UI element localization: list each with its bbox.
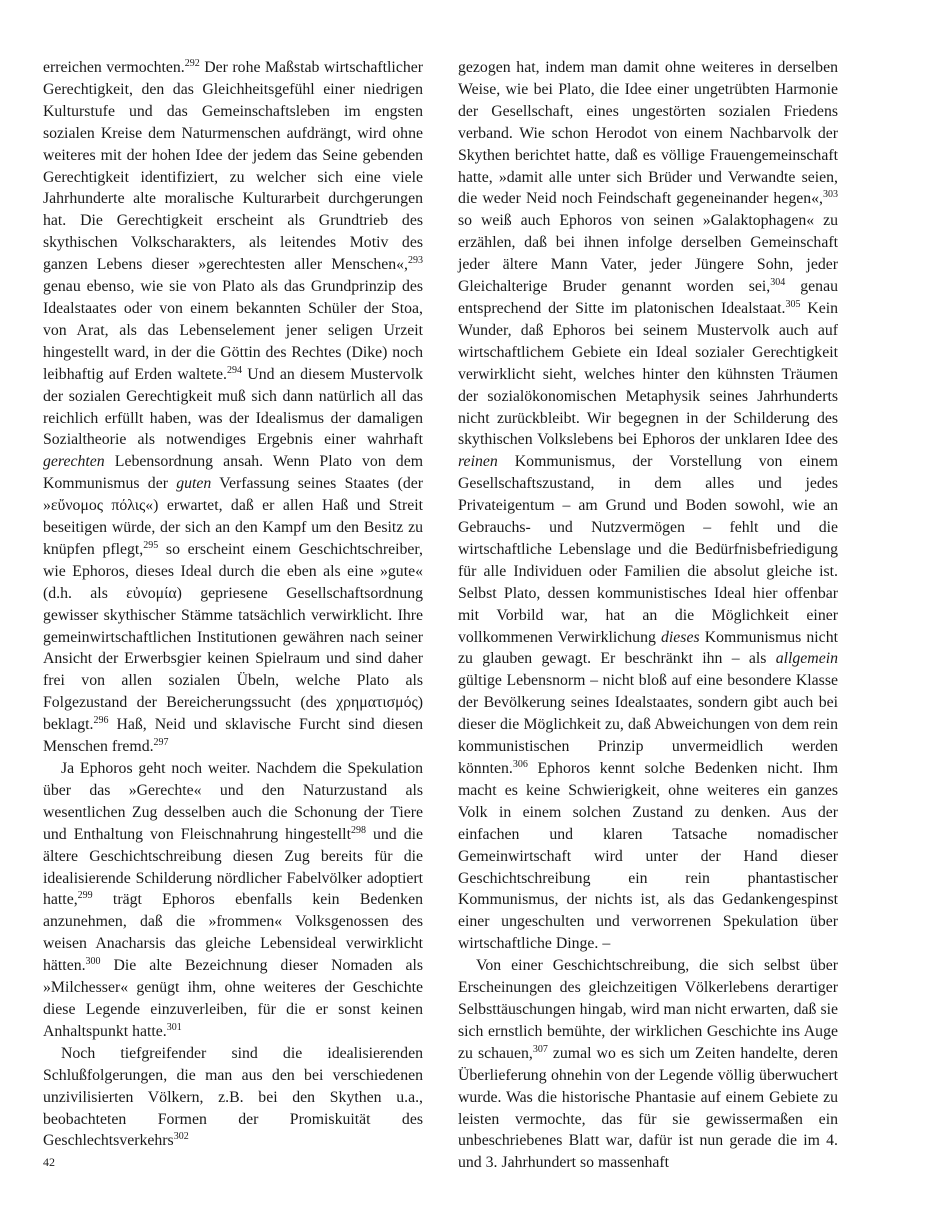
body-text: und die ältere Geschichtschreibung diesen Zug bereits für die idealisierende Schilderung nördlicher Fabelvölker adoptiert hatte, — [43, 825, 423, 909]
emphasis-text: reinen — [458, 453, 498, 471]
body-text: Und an diesem Mustervolk der sozialen Gerechtigkeit muß sich dann natürlich all das reichlich erfüllt haben, was der Idealismus der damaligen Sozialtheorie als notwendiges Ergebnis einer wahrhaft — [43, 365, 423, 449]
body-text: Kein Wunder, daß Ephoros bei seinem Mustervolk auch auf wirtschaftlichem Gebiete ein Ideal sozialer Gerechtigkeit verwirklicht sieht, welches hinter den kühnsten Träumen der sozialökonomischen Metaphysik seines Jahrhunderts nicht zurückbleibt. Wir begegnen in der Schilderung des skythischen Volkslebens bei Ephoros der unklaren Idee des — [458, 299, 838, 449]
body-text: Noch tiefgreifender sind die idealisierenden Schlußfolgerungen, die man aus den bei verschiedenen unzivilisierten Völkern, z.B. bei den Skythen u.a., beobachteten Formen der Promiskuität des Geschlechtsverkehrs — [43, 1044, 423, 1150]
emphasis-text: guten — [176, 475, 212, 493]
emphasis-text: gerechten — [43, 453, 105, 471]
footnote-marker: 292 — [184, 58, 200, 69]
body-text: Haß, Neid und sklavische Furcht sind diesen Menschen fremd. — [43, 716, 423, 756]
paragraph — [43, 57, 423, 758]
footnote-marker: 294 — [226, 364, 242, 376]
body-text: Lebensordnung ansah. Wenn Plato von dem Kommunismus der — [43, 453, 423, 493]
footnote-marker: 300 — [85, 956, 101, 968]
body-text: gezogen hat, indem man damit ohne weiteres in derselben Weise, wie bei Plato, die Idee einer ungetrübten Harmonie der Gesellschaft, eines ungestörten sozialen Friedens verband. Wie schon Herodot von einem Nachbarvolk der Skythen berichtet hatte, daß es völlige Frauengemeinschaft hatte, »damit alle unter sich Brüder und Verwandte seien, die weder Neid noch Feindschaft gegeneinander hegen«, — [458, 59, 838, 208]
emphasis-text: allgemein — [775, 650, 838, 668]
footnote-marker: 304 — [770, 277, 786, 289]
body-text: trägt Ephoros ebenfalls kein Bedenken anzunehmen, daß die »frommen« Volksgenossen des weisen Anacharsis das gleiche Lebensideal verwirklicht hätten. — [43, 891, 423, 975]
body-text: genau entsprechend der Sitte im platonischen Idealstaat. — [458, 278, 838, 317]
body-text: Ephoros kennt solche Bedenken nicht. Ihm macht es keine Schwierigkeit, ohne weiteres ein ganzes Volk in einem solchen Zustand zu denken. Aus der einfachen und klaren Tatsache nomadischer Gemeinwirtschaft wird unter der Hand dieser Geschichtschreibung ein rein phantastischer Kommunismus, der nichts ist, als das Gedankengespinst einer ungeschulten und verworrenen Spekulation über wirtschaftliche Dinge. – — [458, 760, 838, 953]
footnote-marker: 305 — [785, 298, 801, 310]
page-number: 42 — [43, 1155, 55, 1169]
paragraph — [43, 758, 423, 1043]
body-text: erreichen vermochten. — [43, 59, 185, 76]
footnote-marker: 306 — [512, 759, 528, 770]
footnote-marker: 307 — [532, 1043, 548, 1055]
emphasis-text: dieses — [661, 628, 700, 646]
footnote-marker: 301 — [166, 1021, 182, 1033]
body-text: Verfassung seines Staates (der »εὔνομος πόλις«) erwartet, daß er allen Haß und Streit beseitigen würde, der sich an den Kampf um den Besitz zu knüpfen pflegt, — [43, 475, 423, 558]
body-text: genau ebenso, wie sie von Plato als das Grundprinzip des Idealstaates oder von einem bekannten Schüler der Stoa, von Arat, als das Lebenselement jener seligen Urzeit hingestellt ward, in der die Göttin des Rechtes (Dike) noch leibhaftig auf Erden waltete. — [43, 278, 423, 383]
right-column — [458, 57, 838, 1174]
body-text: so erscheint einem Geschichtschreiber, wie Ephoros, dieses Ideal durch die eben als eine »gute« (d.h. als εὐνομία) gepriesene Gesellschaftsordnung gewisser skythischer Stämme tatsächlich verwirklicht. Ihre gemeinwirtschaftlichen Institutionen gewähren nach seiner Ansicht der Erwerbsgier keinen Spielraum und sind daher frei von allen sozialen Übeln, welche Plato als Folgezustand der Bereicherungssucht (des χρηματισμός) beklagt. — [43, 540, 424, 734]
footnote-marker: 295 — [143, 539, 159, 551]
paragraph — [458, 57, 838, 955]
footnote-marker: 296 — [93, 715, 109, 727]
footnote-marker: 302 — [173, 1131, 189, 1143]
footnote-marker: 303 — [823, 189, 838, 201]
body-text: so weiß auch Ephoros von seinen »Galaktophagen« zu erzählen, daß bei ihnen infolge derselben Gemeinschaft jeder ältere Mann Vater, jeder Jüngere Sohn, jeder Gleichalterige Bruder genannt worden sei, — [458, 212, 838, 296]
body-text: gültige Lebensnorm – nicht bloß auf eine besondere Klasse der Bevölkerung seines Idealstaates, sondern gibt auch bei dieser die Möglichkeit zu, daß Abweichungen von dem rein kommunistischen Prinzip unvermeidlich werden könnten. — [458, 672, 838, 777]
footnote-marker: 298 — [350, 824, 366, 836]
paragraph — [43, 1043, 423, 1153]
footnote-marker: 297 — [153, 737, 169, 749]
footnote-marker: 293 — [408, 255, 423, 267]
body-text: zumal wo es sich um Zeiten handelte, deren Überlieferung ohnehin von der Legende völlig überwuchert wurde. Was die historische Phantasie auf einem Gebiete zu leisten vermochte, das für sie gewissermaßen ein unbeschriebenes Blatt war, dafür ist nun gerade die im 4. und 3. Jahrhundert so massenhaft — [458, 1044, 838, 1172]
paragraph — [458, 955, 838, 1174]
body-text: Kommunismus nicht zu glauben gewagt. Er beschränkt ihn – als — [458, 628, 838, 668]
body-text: Ja Ephoros geht noch weiter. Nachdem die Spekulation über das »Gerechte« und den Naturzustand als wesentlichen Zug desselben auch die Schonung der Tiere und Enthaltung von Fleischnahrung hingestellt — [43, 760, 423, 843]
body-text: Von einer Geschichtschreibung, die sich selbst über Erscheinungen des gleichzeitigen Völkerlebens derartiger Selbsttäuschungen hingab, wird man nicht erwarten, daß sie sich ernstlich bemühte, der wirklichen Geschichte ins Auge zu schauen, — [458, 957, 838, 1062]
body-text: Kommunismus, der Vorstellung von einem Gesellschaftszustand, in dem alles und jedes Privateigentum – am Grund und Boden sowohl, wie an Gebrauchs- und Nutzvermögen – fehlt und die wirtschaftliche Lebenslage und die Bedürfnisbefriedigung für alle Individuen oder Familien die absolut gleiche ist. Selbst Plato, dessen kommunistisches Ideal hier offenbar mit Vorbild war, hat an die Möglichkeit einer vollkommenen Verwirklichung — [458, 453, 838, 646]
body-text: Die alte Bezeichnung dieser Nomaden als »Milchesser« genügt ihm, ohne weiteres der Geschichte diese Legende einzuverleiben, für die er sonst keinen Anhaltspunkt hatte. — [43, 957, 423, 1040]
body-text: Der rohe Maßstab wirtschaftlicher Gerechtigkeit, den das Gleichheitsgefühl einer niedrigen Kulturstufe und das Gemeinschaftsleben im engsten sozialen Kreise dem Naturmenschen aufdrängt, wird ohne weiteres mit der hohen Idee der jedem das Seine gebenden Gerechtigkeit identifiziert, zu welcher sich eine viele Jahrhunderte alte moralische Kulturarbeit durchgerungen hat. Die Gerechtigkeit erscheint als Grundtrieb des skythischen Volkscharakters, als leitendes Motiv des ganzen Lebens dieser »gerechtesten aller Menschen«, — [43, 59, 423, 274]
footnote-marker: 299 — [77, 890, 93, 902]
left-column — [43, 57, 423, 1152]
